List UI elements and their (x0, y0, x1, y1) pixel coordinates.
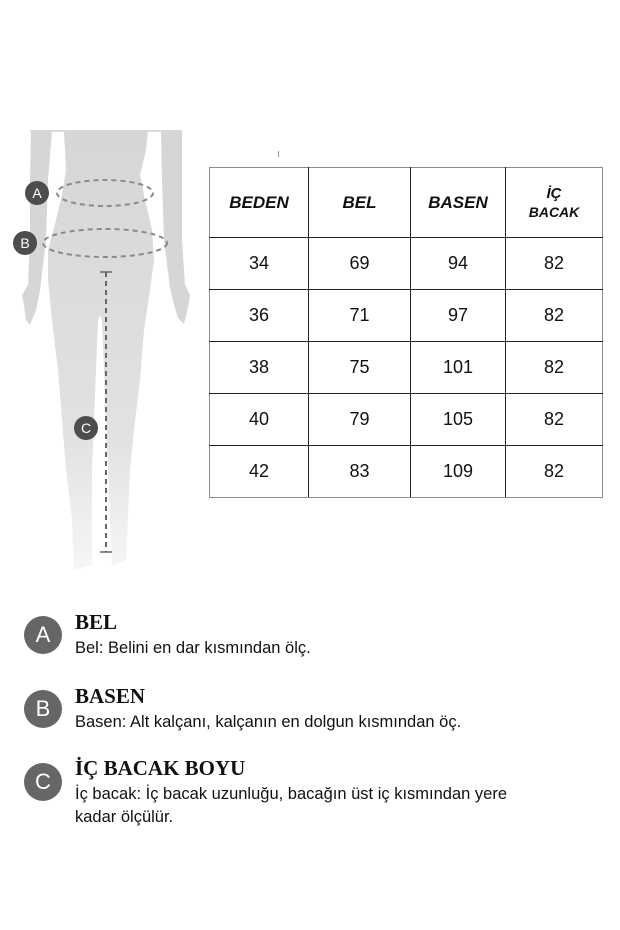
legend-title-hip: BASEN (75, 684, 146, 708)
legend-title-inseam: İÇ BACAK BOYU (75, 756, 246, 780)
table-row (210, 394, 603, 446)
table-header-row (210, 168, 603, 238)
cell-size: 40 (210, 394, 309, 446)
cell-size: 34 (210, 238, 309, 290)
header-inseam-line2: BACAK (528, 203, 580, 220)
badge-b: B (24, 690, 62, 728)
cell-inseam: 82 (506, 446, 603, 498)
header-size: BEDEN (210, 168, 309, 238)
cell-inseam: 82 (506, 342, 603, 394)
cell-hip: 101 (411, 342, 506, 394)
cell-waist: 79 (309, 394, 411, 446)
cell-inseam: 82 (506, 238, 603, 290)
cell-inseam: 82 (506, 394, 603, 446)
badge-a: A (24, 616, 62, 654)
marker-a-waist: A (25, 181, 49, 205)
cell-size: 36 (210, 290, 309, 342)
legend-title-waist: BEL (75, 610, 118, 634)
table-row (210, 290, 603, 342)
header-inseam (506, 168, 603, 238)
table-row (210, 238, 603, 290)
cell-hip: 94 (411, 238, 506, 290)
cell-size: 42 (210, 446, 309, 498)
marker-b-hip: B (13, 231, 37, 255)
cell-size: 38 (210, 342, 309, 394)
header-hip: BASEN (411, 168, 506, 238)
cell-hip: 97 (411, 290, 506, 342)
marker-c-inseam: C (74, 416, 98, 440)
header-inseam-line1: İÇ (546, 184, 562, 202)
badge-c: C (24, 763, 62, 801)
cell-waist: 83 (309, 446, 411, 498)
size-chart-table (209, 167, 603, 498)
legend-desc-waist: Bel: Belini en dar kısmından ölç. (75, 639, 311, 657)
decorative-tick (278, 151, 279, 157)
table-row (210, 446, 603, 498)
cell-waist: 69 (309, 238, 411, 290)
cell-hip: 109 (411, 446, 506, 498)
header-waist: BEL (309, 168, 411, 238)
legend-desc-hip: Basen: Alt kalçanı, kalçanın en dolgun kısmından öç. (75, 713, 462, 731)
body-measurement-figure (0, 120, 200, 590)
cell-waist: 71 (309, 290, 411, 342)
cell-inseam: 82 (506, 290, 603, 342)
cell-waist: 75 (309, 342, 411, 394)
table-row (210, 342, 603, 394)
cell-hip: 105 (411, 394, 506, 446)
legend-desc-inseam: İç bacak: İç bacak uzunluğu, bacağın üst iç kısmından yere kadar ölçülür. (75, 785, 507, 826)
